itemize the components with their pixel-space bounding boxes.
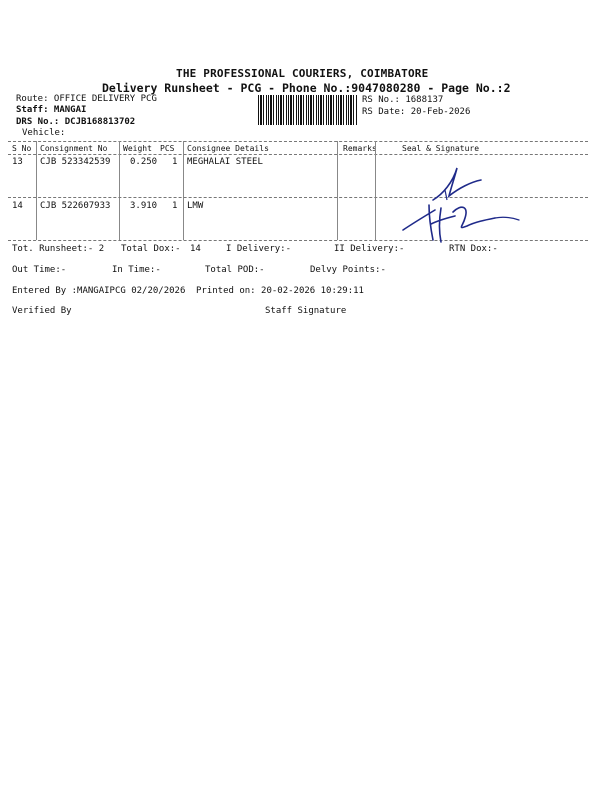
staff-signature-label: Staff Signature: [265, 306, 347, 316]
rs-date: RS Date: 20-Feb-2026: [362, 107, 471, 117]
total-pod: Total POD:-: [205, 265, 265, 275]
col-sep: [337, 141, 338, 240]
col-sep: [119, 141, 120, 240]
staff-label: Staff: MANGAI: [16, 105, 87, 115]
col-header-sno: S No: [12, 144, 32, 153]
rs-number: RS No.: 1688137: [362, 95, 444, 105]
printed-on: Printed on: 20-02-2026 10:29:11: [196, 286, 364, 296]
row-sno: 14: [12, 201, 23, 211]
in-time: In Time:-: [112, 265, 161, 275]
rtn-dox: RTN Dox:-: [449, 244, 498, 254]
col-header-consignee: Consignee Details: [187, 144, 269, 153]
total-dox-value: 14: [190, 244, 201, 254]
runsheet-title: Delivery Runsheet - PCG - Phone No.:9047080280 - Page No.:2: [102, 81, 511, 95]
i-delivery: I Delivery:-: [226, 244, 292, 254]
row-consignee: LMW: [187, 201, 204, 211]
row-pcs: 1: [172, 201, 178, 211]
col-header-seal: Seal & Signature: [402, 144, 480, 153]
vehicle-label: Vehicle:: [22, 128, 66, 138]
col-sep: [36, 141, 37, 240]
col-header-remarks: Remarks: [343, 144, 377, 153]
delvy-points: Delvy Points:-: [310, 265, 386, 275]
table-top-rule: [8, 141, 588, 142]
col-sep: [183, 141, 184, 240]
drs-number: DRS No.: DCJB168813702: [16, 117, 136, 127]
table-header-rule: [8, 154, 588, 155]
out-time: Out Time:-: [12, 265, 67, 275]
row-pcs: 1: [172, 157, 178, 167]
barcode-image: [258, 95, 358, 125]
col-sep: [375, 141, 376, 240]
company-name: THE PROFESSIONAL COURIERS, COIMBATORE: [176, 67, 429, 80]
tot-runsheet: Tot. Runsheet:- 2: [12, 244, 105, 254]
col-header-pcs: PCS: [160, 144, 175, 153]
row-consignment: CJB 522607933: [40, 201, 111, 211]
ii-delivery: II Delivery:-: [334, 244, 405, 254]
row-consignment: CJB 523342539: [40, 157, 111, 167]
handwritten-signature: [395, 160, 525, 245]
route-label: Route: OFFICE DELIVERY PCG: [16, 94, 157, 104]
row-weight: 3.910: [130, 201, 158, 211]
verified-by: Verified By: [12, 306, 72, 316]
row-consignee: MEGHALAI STEEL: [187, 157, 263, 167]
entered-by: Entered By :MANGAIPCG 02/20/2026: [12, 286, 186, 296]
col-header-weight: Weight: [123, 144, 152, 153]
total-dox-label: Total Dox:-: [121, 244, 181, 254]
row-weight: 0.250: [130, 157, 158, 167]
row-sno: 13: [12, 157, 23, 167]
col-header-consignment: Consignment No: [40, 144, 108, 153]
